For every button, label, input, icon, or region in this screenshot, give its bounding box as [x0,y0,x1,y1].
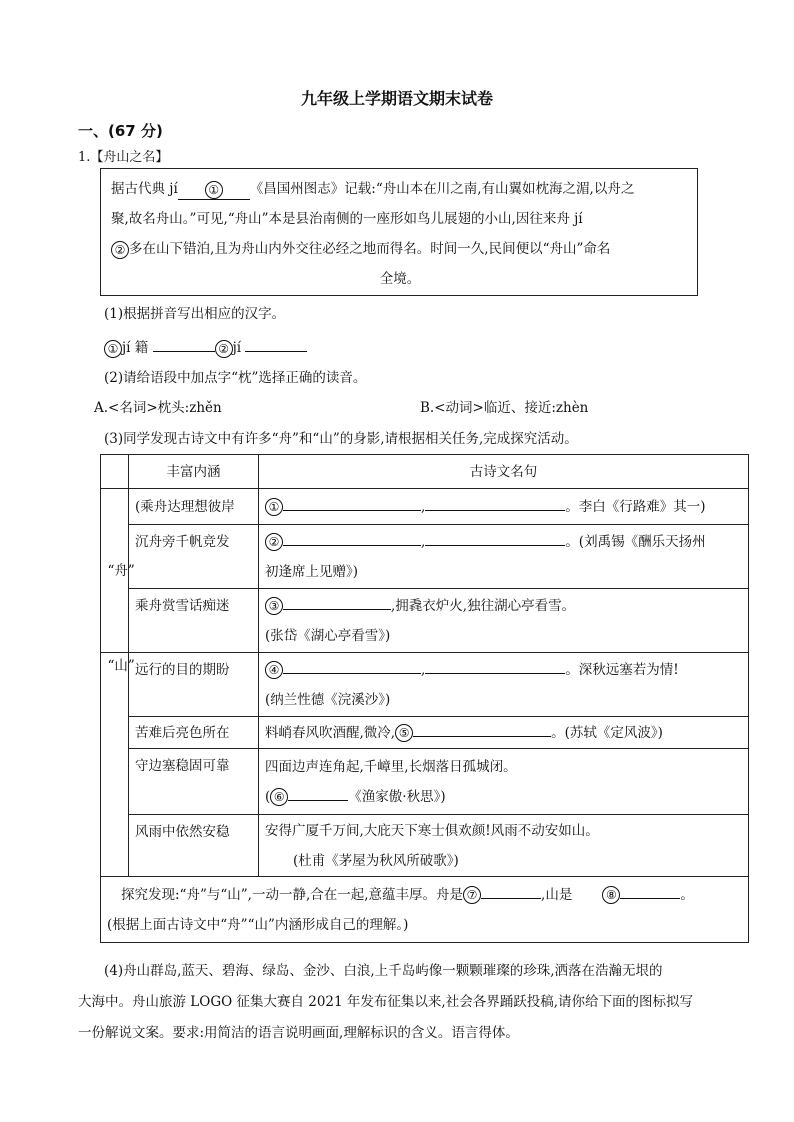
blank-1 [178,181,250,200]
sub4-paragraph [78,956,774,1049]
row-lines: ④ , 。深秋远塞若为情! (纳兰性德《浣溪沙》) [259,653,749,717]
table-header-meaning: 丰富内涵 [129,455,259,489]
passage-line-4 [111,269,689,289]
answer-blank[interactable] [288,786,348,801]
passage-line-3 [111,239,689,259]
row-lines: ① , 。李白《行路难》其一) [259,489,749,525]
answer-blank[interactable] [425,659,565,674]
answer-blank[interactable] [283,659,421,674]
group-shan: “山” [101,653,129,877]
answer-blank[interactable] [425,496,565,511]
option-a[interactable]: A.<名词>枕头:zhěn [94,400,222,416]
row-meaning: 沉舟旁千帆竞发 [129,525,259,589]
table-row [101,749,749,815]
circle-number: ② [215,340,233,358]
passage-line-1 [111,179,689,200]
row-meaning: 乘舟赏雪话痴迷 [129,589,259,653]
table-row [101,525,749,589]
passage-line-2 [111,209,689,229]
sub4-line-3: 一份解说文案。要求:用简洁的语言说明画面,理解标识的含义。语言得体。 [78,1025,519,1041]
row-meaning: 风雨中依然安稳 [129,815,259,877]
table-header-lines: 古诗文名句 [259,455,749,489]
answer-blank[interactable] [425,531,565,546]
table-row [101,653,749,717]
question-label: 1.【舟山之名】 [78,150,169,165]
passage-box [100,168,698,296]
passage-text: 聚,故名舟山。”可见,“舟山”本是县治南侧的一座形如鸟儿展翅的小山,因往来舟 jí [111,211,583,227]
answer-blank[interactable] [283,595,391,610]
option-b[interactable]: B.<动词>临近、接近:zhèn [420,400,589,416]
circle-number: ② [111,241,129,259]
row-meaning: (乘舟达理想彼岸 [129,489,259,525]
table-row [101,815,749,877]
table-header-row [101,455,749,489]
sub1-b-text: jí [232,340,242,356]
group-zhou: “舟” [101,489,129,653]
passage-text: 据古代典 jí [111,181,178,197]
table-header-empty [101,455,129,489]
table-row [101,489,749,525]
sub4-line-2: 大海中。舟山旅游 LOGO 征集大赛自 2021 年发布征集以来,社会各界踊跃投稿,请你给下面的图标拟写 [78,994,693,1010]
answer-blank[interactable] [413,722,551,737]
table-row [101,589,749,653]
sub2-prompt: (2)请给语段中加点字“枕”选择正确的读音。 [104,370,367,386]
discovery-cell: 探究发现:“舟”与“山”,一动一静,合在一起,意蕴丰厚。舟是 ⑦ ,山是 ⑧ 。 (根据上面古诗文中“舟”“山”内涵形成自己的理解。) [101,877,749,943]
sub4-line-1: (4)舟山群岛,蓝天、碧海、绿岛、金沙、白浪,上千岛屿像一颗颗璀璨的珍珠,洒落在浩瀚无垠的 [104,963,663,979]
answer-blank-2[interactable] [245,337,307,352]
passage-text: 全境。 [379,271,421,287]
answer-blank[interactable] [481,884,541,899]
sub3-prompt: (3)同学发现古诗文中有许多“舟”和“山”的身影,请根据相关任务,完成探究活动。 [104,431,578,447]
sub1-prompt: (1)根据拼音写出相应的汉字。 [104,306,286,322]
sub1-answer-row [104,337,307,358]
row-lines: 四面边声连角起,千嶂里,长烟落日孤城闭。 ( ⑥ 《渔家傲·秋思》) [259,749,749,815]
circle-number: ① [104,340,122,358]
sub1-a-text: jí 籍 [122,340,149,356]
page-title: 九年级上学期语文期末试卷 [300,89,493,108]
answer-blank[interactable] [283,531,421,546]
table-row [101,717,749,749]
circle-number: ① [205,181,223,199]
answer-blank-1[interactable] [153,337,215,352]
passage-text: 多在山下错泊,且为舟山内外交往必经之地而得名。时间一久,民间便以“舟山”命名 [129,241,611,257]
row-lines: ② , 。(刘禹锡《酬乐天扬州 初逢席上见赠》) [259,525,749,589]
row-meaning: 苦难后亮色所在 [129,717,259,749]
row-lines: 料峭春风吹酒醒,微冷, ⑤ 。(苏轼《定风波》) [259,717,749,749]
exploration-table [100,454,749,943]
answer-blank[interactable] [283,496,421,511]
section-heading: 一、(67 分) [78,122,163,140]
row-meaning: 远行的目的期盼 [129,653,259,717]
answer-blank[interactable] [620,884,680,899]
row-meaning: 守边塞稳固可靠 [129,749,259,815]
row-lines: 安得广厦千万间,大庇天下寒士俱欢颜!风雨不动安如山。 (杜甫《茅屋为秋风所破歌》) [259,815,749,877]
row-lines: ③ ,拥毳衣炉火,独往湖心亭看雪。 (张岱《湖心亭看雪》) [259,589,749,653]
passage-text: 《昌国州图志》记载:“舟山本在川之南,有山翼如枕海之湄,以舟之 [249,181,635,197]
discovery-row [101,877,749,943]
